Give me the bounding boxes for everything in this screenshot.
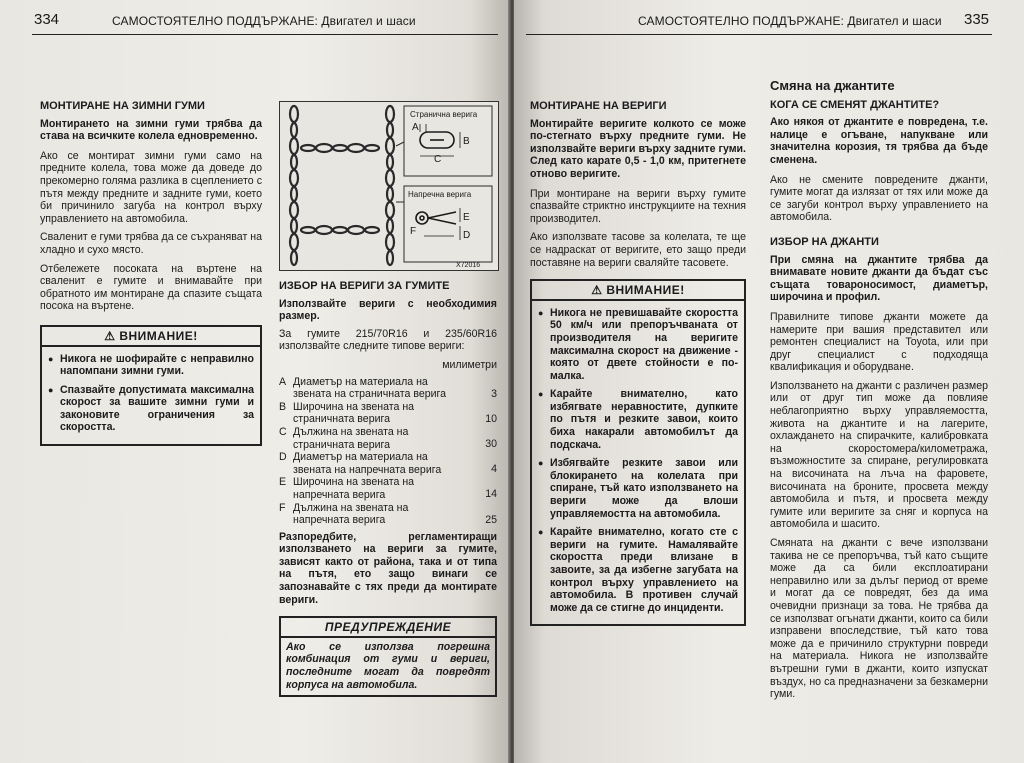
warning-item: ● Карайте внимателно, като избягвате неравностите, дупките по пътя и резките завои, които биха накарали автомобилът да подскача. bbox=[538, 388, 738, 451]
chain-illustration bbox=[280, 102, 498, 270]
paragraph: Ако се монтират зимни гуми само на предните колела, това може да доведе до прекомерно голяма разлика в сцеплението с пътя между предните и задните гуми, което би причинило загуба на контрол върху управлението на автомобила. bbox=[40, 149, 262, 225]
page-number: 334 bbox=[34, 11, 60, 28]
chain-mounting-section bbox=[530, 100, 746, 626]
section-intro: Ако някоя от джантите е повредена, т.е. налице е огъване, напукване или значителна корозия, тя трябва да бъде сменена. bbox=[770, 116, 988, 166]
section-heading: ИЗБОР НА ДЖАНТИ bbox=[770, 235, 879, 248]
header-rule bbox=[526, 34, 992, 35]
paragraph: Сваленит е гуми трябва да се съхраняват на хладно и сухо място. bbox=[40, 231, 262, 256]
section-intro: Монтирайте веригите колкото се може по-стегнато върху предните гуми. Не използвайте вериги върху задните гуми. След като карате 0,5 - 1,0 км, притегнете отново веригите. bbox=[530, 117, 746, 180]
dim-letter: F bbox=[410, 226, 417, 237]
section-heading: КОГА СЕ СМЕНЯТ ДЖАНТИТЕ? bbox=[770, 98, 940, 111]
section-title: Смяна на джантите bbox=[770, 78, 895, 93]
paragraph: Отбележете посоката на въртене на сваленит е гумите и внимавайте при обратното им монтиране да спазите същата посока на въртене. bbox=[40, 262, 262, 313]
paragraph: Ако не смените повредените джанти, гумите могат да излязат от тях или може да се загуби контрол върху управлението на автомобила. bbox=[770, 173, 988, 224]
spec-row: D Диаметър на материала на звената на напречната верига 4 bbox=[279, 451, 497, 476]
running-header: САМОСТОЯТЕЛНО ПОДДЪРЖАНЕ: Двигател и шаси bbox=[112, 14, 416, 28]
section-intro: При смяна на джантите трябва да внимавате новите джанти да бъдат със същата товароносимост, диаметър, широчина и профил. bbox=[770, 253, 988, 304]
dim-letter: C bbox=[434, 154, 442, 165]
caution-box bbox=[279, 616, 497, 697]
spec-row: A Диаметър на материала на звената на страничната верига 3 bbox=[279, 375, 497, 401]
spec-list bbox=[279, 376, 497, 527]
header-rule bbox=[32, 34, 498, 35]
warning-title: ⚠ ВНИМАНИЕ! bbox=[42, 327, 260, 347]
warning-box bbox=[530, 279, 746, 626]
section-intro: Монтирането на зимни гуми трябва да става на всичките колела едновременно. bbox=[40, 117, 262, 143]
chain-selection-section bbox=[279, 280, 497, 697]
paragraph: За гумите 215/70R16 и 235/60R16 използвайте следните типове вериги: bbox=[279, 327, 497, 353]
tension-chain-label: Напречна верига bbox=[408, 190, 472, 199]
chain-diagram bbox=[279, 101, 499, 271]
section-heading: ИЗБОР НА ВЕРИГИ ЗА ГУМИТЕ bbox=[279, 280, 450, 292]
warning-item: ● Никога не превишавайте скоростта 50 км/ч или препоръчваната от производителя на веригите максимална скорост на движение - която от двете стойности е по-малка. bbox=[538, 307, 738, 383]
section-heading: МОНТИРАНЕ НА ЗИМНИ ГУМИ bbox=[40, 100, 205, 112]
side-chain-label: Странична верига bbox=[410, 110, 478, 119]
paragraph: Смяната на джанти с вече използвани такива не се препоръчва, тъй като същите може да са били експлоатирани неправилно или за дълъг период от време и могат да се повредят, без да има очевидни признаци за това. Не трябва да се използват огънати джанти, които са били изправени впоследствие, тъй като това може да е причинило структурни повреди на материала. Никога не използвайте вътрешни гуми в джанти, които изпускат въздух, но са предназначени за безкамерни гуми. bbox=[770, 537, 988, 701]
paragraph: Ако използвате тасове за колелата, те ще се надраскат от веригите, ето защо преди поставяне на вериги сваляйте тасовете. bbox=[530, 231, 746, 269]
winter-tires-section bbox=[40, 100, 262, 446]
paragraph: Използването на джанти с различен размер или от друг тип може да повлияе неблагоприятно върху управляемостта, живота на джантите и на лагерите, охлаждането на спирачките, калибровката на скоростомера/километража, възможностите за спиране, регулировката на височината на лъча на фаровете, височината на броните, просвета между автомобила и пътя, и просвета между гумите или веригите за сняг и корпуса на автомобила и шасито. bbox=[770, 379, 988, 531]
warning-item: ● Избягвайте резките завои или блокирането на колелата при спиране, тъй като използването на вериги може да влоши управляемостта на автомобила. bbox=[538, 457, 738, 520]
spec-row: C Дължина на звената на страничната верига 30 bbox=[279, 425, 497, 451]
warning-title: ⚠ ВНИМАНИЕ! bbox=[532, 281, 744, 301]
dim-letter: D bbox=[463, 230, 471, 241]
caution-title: ПРЕДУПРЕЖДЕНИЕ bbox=[281, 618, 495, 638]
chain-links-right bbox=[386, 106, 394, 265]
unit-label: милиметри bbox=[442, 358, 497, 371]
warning-box bbox=[40, 325, 262, 446]
section-intro: Използвайте вериги с необходимия размер. bbox=[279, 297, 497, 323]
section-heading: МОНТИРАНЕ НА ВЕРИГИ bbox=[530, 100, 667, 112]
left-page bbox=[0, 0, 510, 763]
warning-item: ● Карайте внимателно, когато сте с вериги на гумите. Намалявайте скоростта преди влизане в завоите, за да избегне загубата на контрол върху управлението на автомобила. В противен случай може да се стигне до инциденти. bbox=[538, 526, 738, 614]
paragraph: При монтиране на вериги върху гумите спазвайте стриктно инструкциите на техния производител. bbox=[530, 187, 746, 225]
dim-letter: E bbox=[463, 212, 470, 223]
warning-triangle-icon: ⚠ bbox=[591, 283, 603, 298]
warning-triangle-icon: ⚠ bbox=[104, 328, 116, 343]
paragraph: Правилните типове джанти можете да намерите при вашия представител или ремонтен специалист на Toyota, или при друг специалист с подходяща квалификация и оборудване. bbox=[770, 310, 988, 374]
right-page bbox=[514, 0, 1024, 763]
dim-letter: B bbox=[463, 136, 470, 147]
figure-code: X72016 bbox=[456, 262, 481, 269]
regulations-note: Разпоредбите, регламентиращи използването на вериги за гумите, зависят както от района, така и от типа на пътя, ето защо винаги се запознавайте с тях преди да монтирате вериги. bbox=[279, 530, 497, 606]
dim-letter: A bbox=[412, 122, 419, 133]
spec-row: F Дължина на звената на напречната верига 25 bbox=[279, 501, 497, 527]
spec-row: E Широчина на звената на напречната верига 14 bbox=[279, 476, 497, 501]
running-header: САМОСТОЯТЕЛНО ПОДДЪРЖАНЕ: Двигател и шаси bbox=[638, 14, 942, 28]
wheels-section bbox=[770, 80, 988, 707]
warning-item: ● Никога не шофирайте с неправилно напомпани зимни гуми. bbox=[48, 353, 254, 378]
chain-links-left bbox=[290, 106, 298, 265]
warning-item: ● Спазвайте допустимата максимална скорост за вашите зимни гуми и законовите ограничения за скоростта. bbox=[48, 384, 254, 434]
caution-text: Ако се използва погрешна комбинация от гуми и вериги, последните могат да повредят корпуса на автомобила. bbox=[286, 640, 490, 691]
spec-row: B Широчина на звената на страничната верига 10 bbox=[279, 400, 497, 426]
page-number: 335 bbox=[964, 11, 990, 28]
